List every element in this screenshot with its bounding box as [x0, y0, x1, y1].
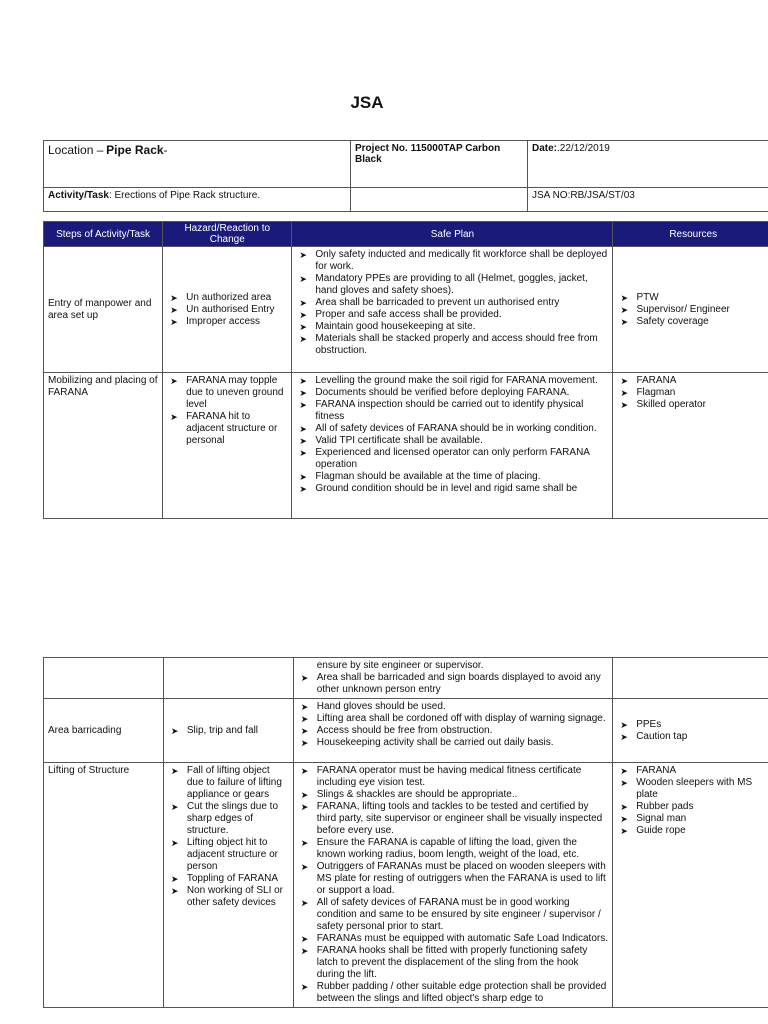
- list-item: ➤ Area shall be barricaded to prevent un authorised entry: [296, 297, 608, 309]
- list-item: ➤ Non working of SLI or other safety devices: [168, 885, 289, 909]
- hazard-cell: [163, 373, 292, 519]
- step-cell: Entry of manpower and area set up: [44, 247, 163, 373]
- location-suffix: -: [163, 143, 168, 157]
- list-item: ➤ Toppling of FARANA: [168, 873, 289, 885]
- list-item: ➤ Supervisor/ Engineer: [617, 304, 768, 316]
- list-item: ➤ Mandatory PPEs are providing to all (Helmet, goggles, jacket, hand gloves and safety shoes).: [296, 273, 608, 297]
- list-item: ➤ Caution tap: [617, 731, 768, 743]
- list-item: ➤ Flagman should be available at the time of placing.: [296, 471, 608, 483]
- list-item: ➤ Slings & shackles are should be appropriate..: [298, 789, 608, 801]
- list-item: ➤ PPEs: [617, 719, 768, 731]
- safe-plan-cell: [293, 763, 612, 1008]
- list-item: ➤ Un authorized area: [167, 292, 287, 304]
- list-item: ➤ FARANA inspection should be carried out to identify physical fitness: [296, 399, 608, 423]
- date-value: .22/12/2019: [557, 143, 610, 154]
- step-cell: [44, 658, 164, 699]
- location-value: Pipe Rack: [106, 143, 164, 157]
- list-item: ➤ Safety coverage: [617, 316, 768, 328]
- list-item: ➤ All of safety devices of FARANA should be in working condition.: [296, 423, 608, 435]
- list-item: ➤ Ground condition should be in level and rigid same shall be: [296, 483, 608, 495]
- project-value: 115000TAP Carbon Black: [355, 143, 501, 165]
- list-item: ➤ Area shall be barricaded and sign boards displayed to avoid any other unknown person entry: [298, 672, 608, 696]
- location-label: Location –: [48, 143, 104, 157]
- list-item: ➤ Guide rope: [617, 825, 768, 837]
- list-item: ➤ FARANAs must be equipped with automatic Safe Load Indicators.: [298, 933, 608, 945]
- safe-plan-cell: [292, 247, 613, 373]
- list-item: ➤ Cut the slings due to sharp edges of structure.: [168, 801, 289, 837]
- list-item: ➤ Only safety inducted and medically fit workforce shall be deployed for work.: [296, 249, 608, 273]
- resources-cell: [613, 699, 768, 763]
- list-item: ➤ Flagman: [617, 387, 768, 399]
- jsa-header-table: [43, 140, 768, 212]
- list-item: ➤ Wooden sleepers with MS plate: [617, 777, 768, 801]
- safe-plan-cell: [293, 658, 612, 699]
- list-item: ➤ Maintain good housekeeping at site.: [296, 321, 608, 333]
- step-cell: Area barricading: [44, 699, 164, 763]
- activity-cell: [44, 188, 351, 212]
- list-item: ➤ FARANA hit to adjacent structure or personal: [167, 411, 287, 447]
- hazard-cell: [163, 658, 293, 699]
- list-item: ➤ Lifting area shall be cordoned off with display of warning signage.: [298, 713, 608, 725]
- list-item: ➤ Housekeeping activity shall be carried out daily basis.: [298, 737, 608, 749]
- project-cell: [351, 141, 528, 188]
- table-row: [44, 373, 768, 519]
- list-item: ➤ Levelling the ground make the soil rigid for FARANA movement.: [296, 375, 608, 387]
- resources-cell: [613, 763, 768, 1008]
- list-item: ➤ Proper and safe access shall be provided.: [296, 309, 608, 321]
- list-item: ➤ Fall of lifting object due to failure of lifting appliance or gears: [168, 765, 289, 801]
- step-cell: Mobilizing and placing of FARANA: [44, 373, 163, 519]
- jsa-main-table: [43, 221, 768, 519]
- list-item: ➤ Rubber pads: [617, 801, 768, 813]
- page-title: JSA: [350, 93, 384, 112]
- jsa-number: JSA NO:RB/JSA/ST/03: [528, 188, 768, 212]
- col-header-safe-plan: Safe Plan: [292, 222, 613, 247]
- list-item: ➤ Access should be free from obstruction.: [298, 725, 608, 737]
- continued-text: ensure by site engineer or supervisor.: [316, 660, 484, 671]
- project-label: Project No.: [355, 143, 408, 154]
- activity-value: : Erections of Pipe Rack structure.: [108, 190, 261, 201]
- list-item: ➤ Experienced and licensed operator can only perform FARANA operation: [296, 447, 608, 471]
- date-cell: [528, 141, 768, 188]
- resources-cell: [613, 373, 768, 519]
- hazard-cell: [163, 763, 293, 1008]
- list-item: ➤ Un authorised Entry: [167, 304, 287, 316]
- list-item: ➤ Slip, trip and fall: [168, 725, 289, 737]
- col-header-resources: Resources: [613, 222, 768, 247]
- list-item: ➤ FARANA: [617, 765, 768, 777]
- jsa-continuation-table: [43, 657, 768, 1008]
- activity-label: Activity/Task: [48, 190, 109, 201]
- list-item: ➤ Lifting object hit to adjacent structure or person: [168, 837, 289, 873]
- list-item: ➤ FARANA operator must be having medical fitness certificate including eye vision test.: [298, 765, 608, 789]
- empty-cell: [351, 188, 528, 212]
- list-item: ➤ Outriggers of FARANAs must be placed on wooden sleepers with MS plate for resting of outriggers when the FARANA is used to lift or support a load.: [298, 861, 608, 897]
- hazard-cell: [163, 247, 292, 373]
- list-item: ➤ FARANA, lifting tools and tackles to be tested and certified by third party, site supervisor or engineer shall be visually inspected before every use.: [298, 801, 608, 837]
- step-cell: Lifting of Structure: [44, 763, 164, 1008]
- list-item: ➤ FARANA hooks shall be fitted with properly functioning safety latch to prevent the displacement of the sling from the hook during the lift.: [298, 945, 608, 981]
- table-row: [44, 699, 768, 763]
- list-item: ➤ PTW: [617, 292, 768, 304]
- safe-plan-cell: [293, 699, 612, 763]
- list-item: ➤ Skilled operator: [617, 399, 768, 411]
- list-item: ➤ All of safety devices of FARANA must be in good working condition and same to be ensured by site engineer / supervisor / safety personal prior to start.: [298, 897, 608, 933]
- list-item: ➤ Documents should be verified before deploying FARANA.: [296, 387, 608, 399]
- list-item: ➤ Valid TPI certificate shall be available.: [296, 435, 608, 447]
- date-label: Date:: [532, 143, 558, 154]
- resources-cell: [613, 247, 768, 373]
- table-row: [44, 658, 768, 699]
- safe-plan-cell: [292, 373, 613, 519]
- location-cell: [44, 141, 351, 188]
- list-item: ➤ Rubber padding / other suitable edge protection shall be provided between the slings and lifted object's sharp edge to: [298, 981, 608, 1005]
- list-item: ➤ FARANA may topple due to uneven ground level: [167, 375, 287, 411]
- list-item: ➤ Improper access: [167, 316, 287, 328]
- list-item: ➤ Ensure the FARANA is capable of lifting the load, given the known working radius, boom length, weight of the load, etc.: [298, 837, 608, 861]
- col-header-hazard: Hazard/Reaction to Change: [163, 222, 292, 247]
- col-header-steps: Steps of Activity/Task: [44, 222, 163, 247]
- list-item: ➤ Materials shall be stacked properly and access should free from obstruction.: [296, 333, 608, 357]
- table-row: [44, 763, 768, 1008]
- hazard-cell: [163, 699, 293, 763]
- list-item: ➤ Hand gloves should be used.: [298, 701, 608, 713]
- table-row: [44, 247, 768, 373]
- list-item: ➤ FARANA: [617, 375, 768, 387]
- resources-cell: [613, 658, 768, 699]
- list-item: ➤ Signal man: [617, 813, 768, 825]
